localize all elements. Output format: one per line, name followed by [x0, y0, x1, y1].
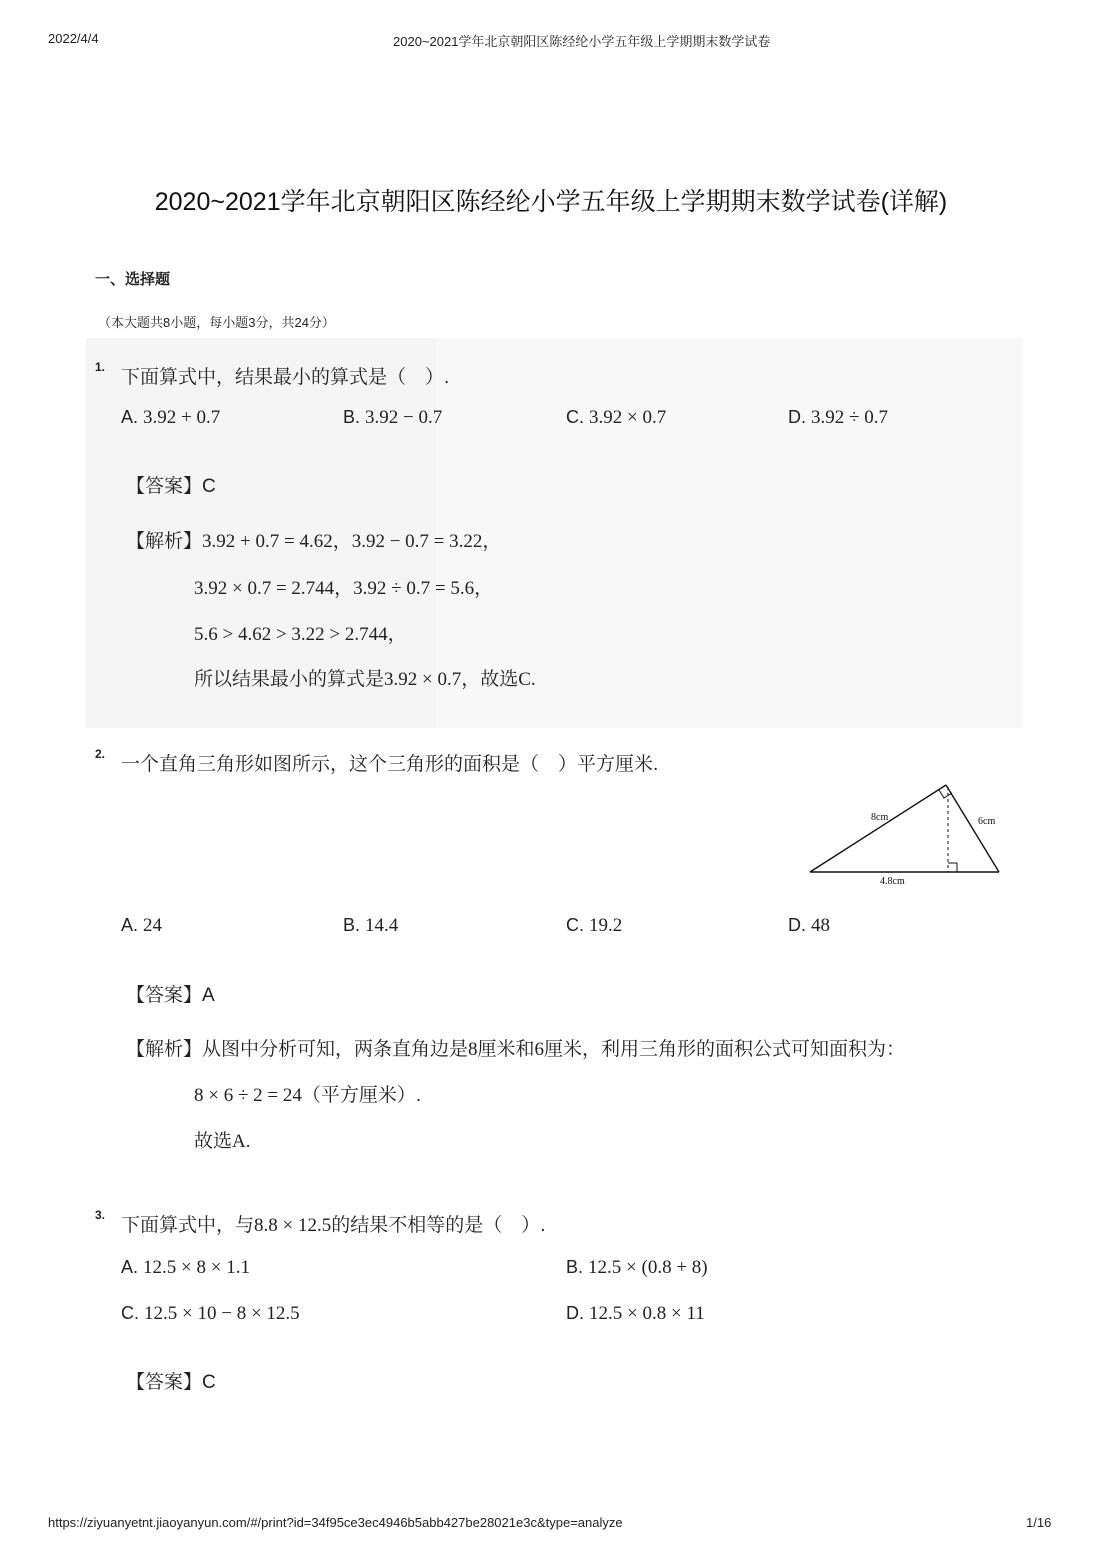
option-expr: 12.5 × 8 × 1.1 [143, 1257, 250, 1278]
analysis-choice: A. [232, 1131, 251, 1152]
question-2-analysis-line-1 [126, 1034, 905, 1061]
section-heading: 一、选择题 [95, 271, 171, 288]
analysis-math: 3.92 + 0.7 = 4.62，3.92 − 0.7 = 3.22， [202, 531, 502, 552]
option-expr: 3.92 − 0.7 [365, 407, 443, 428]
question-1-option-d [788, 407, 888, 429]
section-note: （本大题共8小题，每小题3分，共24分） [98, 315, 335, 330]
question-3-option-b [566, 1257, 708, 1279]
question-2-number: 2. [95, 747, 106, 761]
option-expr: 12.5 × 10 − 8 × 12.5 [144, 1303, 300, 1324]
option-expr: 12.5 × (0.8 + 8) [588, 1257, 708, 1278]
question-1-analysis-line-2: 3.92 × 0.7 = 2.744，3.92 ÷ 0.7 = 5.6， [194, 578, 494, 599]
answer-label: 【答案】 [126, 1372, 203, 1393]
conclusion-choice: C. [518, 669, 536, 690]
conclusion-text: 所以结果最小的算式是 [194, 669, 385, 690]
answer-label: 【答案】 [126, 985, 203, 1006]
option-letter: C. [566, 915, 584, 935]
answer-value: C [202, 476, 216, 497]
option-expr: 3.92 × 0.7 [589, 407, 667, 428]
option-letter: A. [121, 407, 139, 427]
question-3-option-a [121, 1257, 250, 1279]
document-title: 2020~2021学年北京朝阳区陈经纶小学五年级上学期期末数学试卷(详解) [154, 188, 948, 216]
option-letter: A. [121, 915, 139, 935]
footer-url: https://ziyuanyetnt.jiaoyanyun.com/#/print?id=34f95ce3ec4946b5abb427be28021e3c&type=analyze [48, 1515, 623, 1530]
option-letter: D. [788, 915, 806, 935]
question-1-analysis-line-1 [126, 526, 501, 553]
stem-text: 的结果不相等的是（ ）. [331, 1215, 546, 1236]
right-triangle-figure [800, 775, 1015, 890]
question-1-number: 1. [95, 360, 106, 374]
option-expr: 14.4 [365, 915, 399, 936]
question-3-answer [126, 1367, 216, 1394]
option-expr: 19.2 [589, 915, 623, 936]
analysis-text: （平方厘米）. [301, 1085, 422, 1106]
option-letter: B. [566, 1257, 584, 1277]
conclusion-math: 3.92 × 0.7 [384, 669, 462, 690]
stem-text: 下面算式中，与 [121, 1215, 255, 1236]
label-6cm: 6cm [978, 816, 996, 827]
option-expr: 48 [811, 915, 831, 936]
option-letter: B. [343, 407, 361, 427]
option-expr: 3.92 ÷ 0.7 [811, 407, 888, 428]
analysis-text: 厘米和 [477, 1039, 535, 1060]
question-2-analysis-line-3 [194, 1126, 251, 1153]
analysis-text: 故选 [194, 1131, 233, 1152]
option-letter: C. [121, 1303, 139, 1323]
question-1-answer [126, 471, 216, 498]
question-1-analysis-conclusion [194, 664, 536, 691]
question-2-option-d [788, 915, 830, 937]
conclusion-end: ，故选 [461, 669, 519, 690]
question-1-option-a [121, 407, 220, 429]
question-1-option-b [343, 407, 442, 429]
analysis-num-6: 6 [534, 1039, 545, 1060]
question-2-option-a [121, 915, 162, 937]
question-2-option-c [566, 915, 622, 937]
question-3-stem [121, 1210, 546, 1237]
analysis-text: 厘米，利用三角形的面积公式可知面积为： [544, 1039, 906, 1060]
base-right-angle-mark [948, 863, 957, 872]
question-3-option-c [121, 1303, 300, 1325]
print-header-title: 2020~2021学年北京朝阳区陈经纶小学五年级上学期期末数学试卷 [393, 34, 771, 49]
answer-value: C [202, 1372, 216, 1393]
question-2-stem: 一个直角三角形如图所示，这个三角形的面积是（ ）平方厘米. [121, 754, 659, 775]
option-expr: 12.5 × 0.8 × 11 [589, 1303, 705, 1324]
option-expr: 3.92 + 0.7 [143, 407, 221, 428]
option-letter: D. [788, 407, 806, 427]
option-letter: A. [121, 1257, 139, 1277]
analysis-math: 8 × 6 ÷ 2 = 24 [194, 1085, 302, 1106]
option-expr: 24 [143, 915, 163, 936]
option-letter: B. [343, 915, 361, 935]
page-number: 1/16 [1026, 1515, 1052, 1530]
label-8cm: 8cm [871, 812, 889, 823]
label-4-8cm: 4.8cm [880, 876, 905, 887]
question-2-analysis-line-2 [194, 1080, 421, 1107]
option-letter: C. [566, 407, 584, 427]
question-1-stem: 下面算式中，结果最小的算式是（ ）. [121, 367, 450, 388]
option-letter: D. [566, 1303, 584, 1323]
triangle-right-side [946, 785, 999, 872]
analysis-text: 从图中分析可知，两条直角边是 [202, 1039, 469, 1060]
question-2-option-b [343, 915, 398, 937]
question-3-number: 3. [95, 1208, 106, 1222]
question-3-option-d [566, 1303, 705, 1325]
question-2-answer [126, 980, 215, 1007]
analysis-label: 【解析】 [126, 531, 203, 552]
triangle-left-side [810, 785, 946, 872]
analysis-label: 【解析】 [126, 1039, 203, 1060]
analysis-num-8: 8 [468, 1039, 478, 1060]
question-1-analysis-line-3: 5.6 > 4.62 > 3.22 > 2.744， [194, 624, 407, 645]
answer-label: 【答案】 [126, 476, 203, 497]
print-date: 2022/4/4 [48, 31, 99, 46]
question-1-option-c [566, 407, 666, 429]
answer-value: A [202, 985, 215, 1006]
stem-math: 8.8 × 12.5 [254, 1215, 332, 1236]
